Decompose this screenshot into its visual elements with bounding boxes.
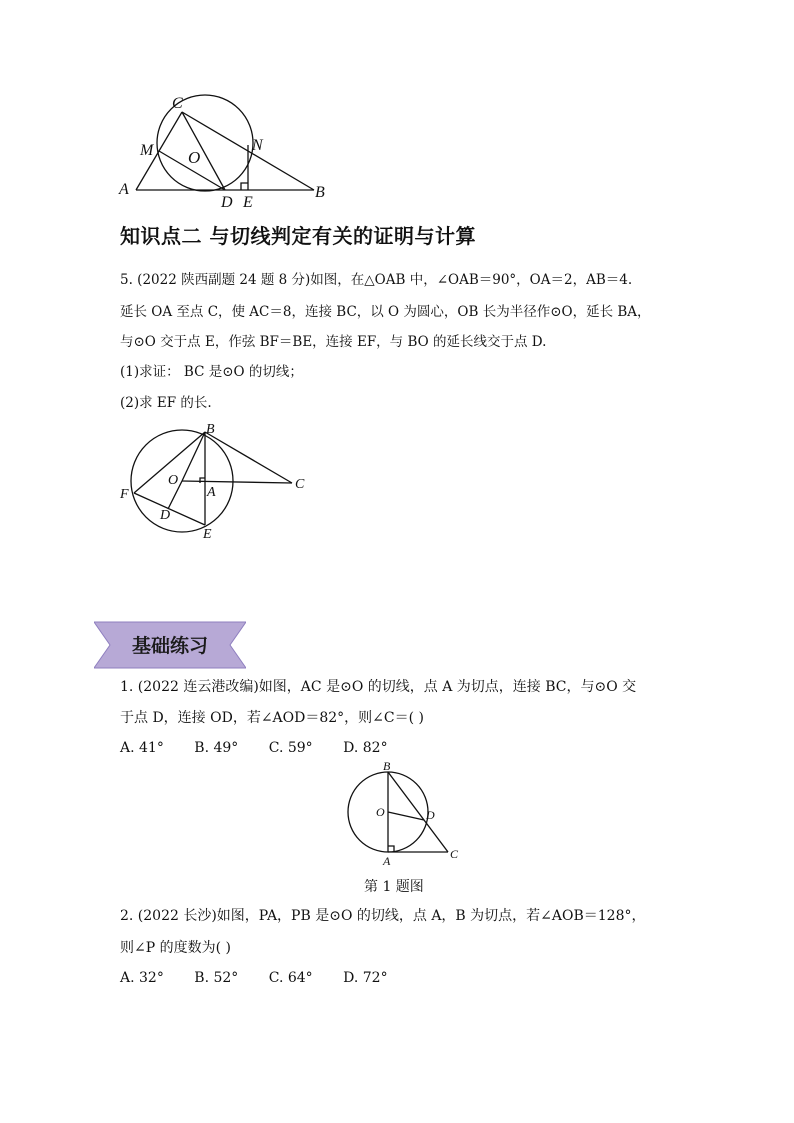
q5-line-2: 延长 OA 至点 C，使 AC＝8，连接 BC，以 O 为圆心，OB 长为半径作⊙O，延长 BA， (120, 304, 651, 320)
label-a: A (383, 854, 391, 868)
right-angle-a (200, 478, 205, 483)
label-e: E (243, 194, 253, 210)
q1-choice-c[interactable]: C. 59° (268, 740, 313, 756)
q1-choice-b[interactable]: B. 49° (194, 740, 239, 756)
q1-line-2: 于点 D，连接 OD，若∠AOD＝82°，则∠C＝( ) (120, 710, 425, 726)
q1-line-1: 1. (2022 连云港改编)如图，AC 是⊙O 的切线，点 A 为切点，连接 BC，与⊙O 交 (120, 679, 637, 695)
label-a: A (207, 485, 216, 500)
right-angle-e (241, 183, 248, 190)
q2-choice-d[interactable]: D. 72° (343, 970, 388, 986)
label-o: O (188, 148, 201, 167)
label-c: C (172, 95, 183, 112)
q5-line-3: 与⊙O 交于点 E，作弦 BF＝BE，连接 EF，与 BO 的延长线交于点 D. (120, 334, 547, 350)
q2-choice-a[interactable]: A. 32° (120, 970, 164, 986)
q2-choice-c[interactable]: C. 64° (268, 970, 313, 986)
label-e: E (203, 527, 212, 542)
label-b: B (315, 184, 325, 201)
figure-q5 (110, 418, 320, 543)
section-heading: 知识点二 与切线判定有关的证明与计算 (120, 224, 476, 248)
q1-choice-a[interactable]: A. 41° (120, 740, 164, 756)
segment-bc (388, 772, 448, 852)
banner-title: 基础练习 (131, 635, 209, 657)
label-d: D (160, 508, 171, 523)
label-c: C (450, 847, 459, 861)
q1-choice-d[interactable]: D. 82° (343, 740, 388, 756)
q5-line-1: 5. (2022 陕西副题 24 题 8 分)如图，在△OAB 中，∠OAB＝90°，OA＝2，AB＝4. (120, 272, 633, 288)
label-f: F (120, 487, 129, 502)
q1-choices (120, 740, 414, 756)
label-m: M (140, 142, 154, 159)
figure-q1 (340, 760, 470, 870)
segment-bo (182, 432, 205, 481)
q2-line-1: 2. (2022 长沙)如图，PA，PB 是⊙O 的切线，点 A，B 为切点，若∠AOB＝128°， (120, 908, 646, 924)
q5-part-2: (2)求 EF 的长. (120, 395, 212, 411)
label-d: D (426, 808, 435, 822)
segment-oc (182, 481, 292, 483)
q5-part-1: (1)求证： BC 是⊙O 的切线； (120, 364, 303, 380)
practice-banner (94, 618, 246, 672)
label-a: A (119, 181, 129, 198)
label-o: O (376, 805, 385, 819)
label-b: B (206, 422, 215, 437)
segment-bc (205, 432, 292, 483)
figure-top-circle (110, 90, 340, 210)
q1-figure-caption: 第 1 题图 (364, 879, 424, 895)
q2-choices (120, 970, 414, 986)
q2-choice-b[interactable]: B. 52° (194, 970, 239, 986)
label-c: C (295, 477, 305, 492)
label-d: D (221, 194, 233, 210)
label-b: B (383, 760, 391, 773)
q2-line-2: 则∠P 的度数为( ) (120, 940, 231, 956)
label-o: O (168, 473, 179, 488)
label-n: N (252, 137, 263, 154)
